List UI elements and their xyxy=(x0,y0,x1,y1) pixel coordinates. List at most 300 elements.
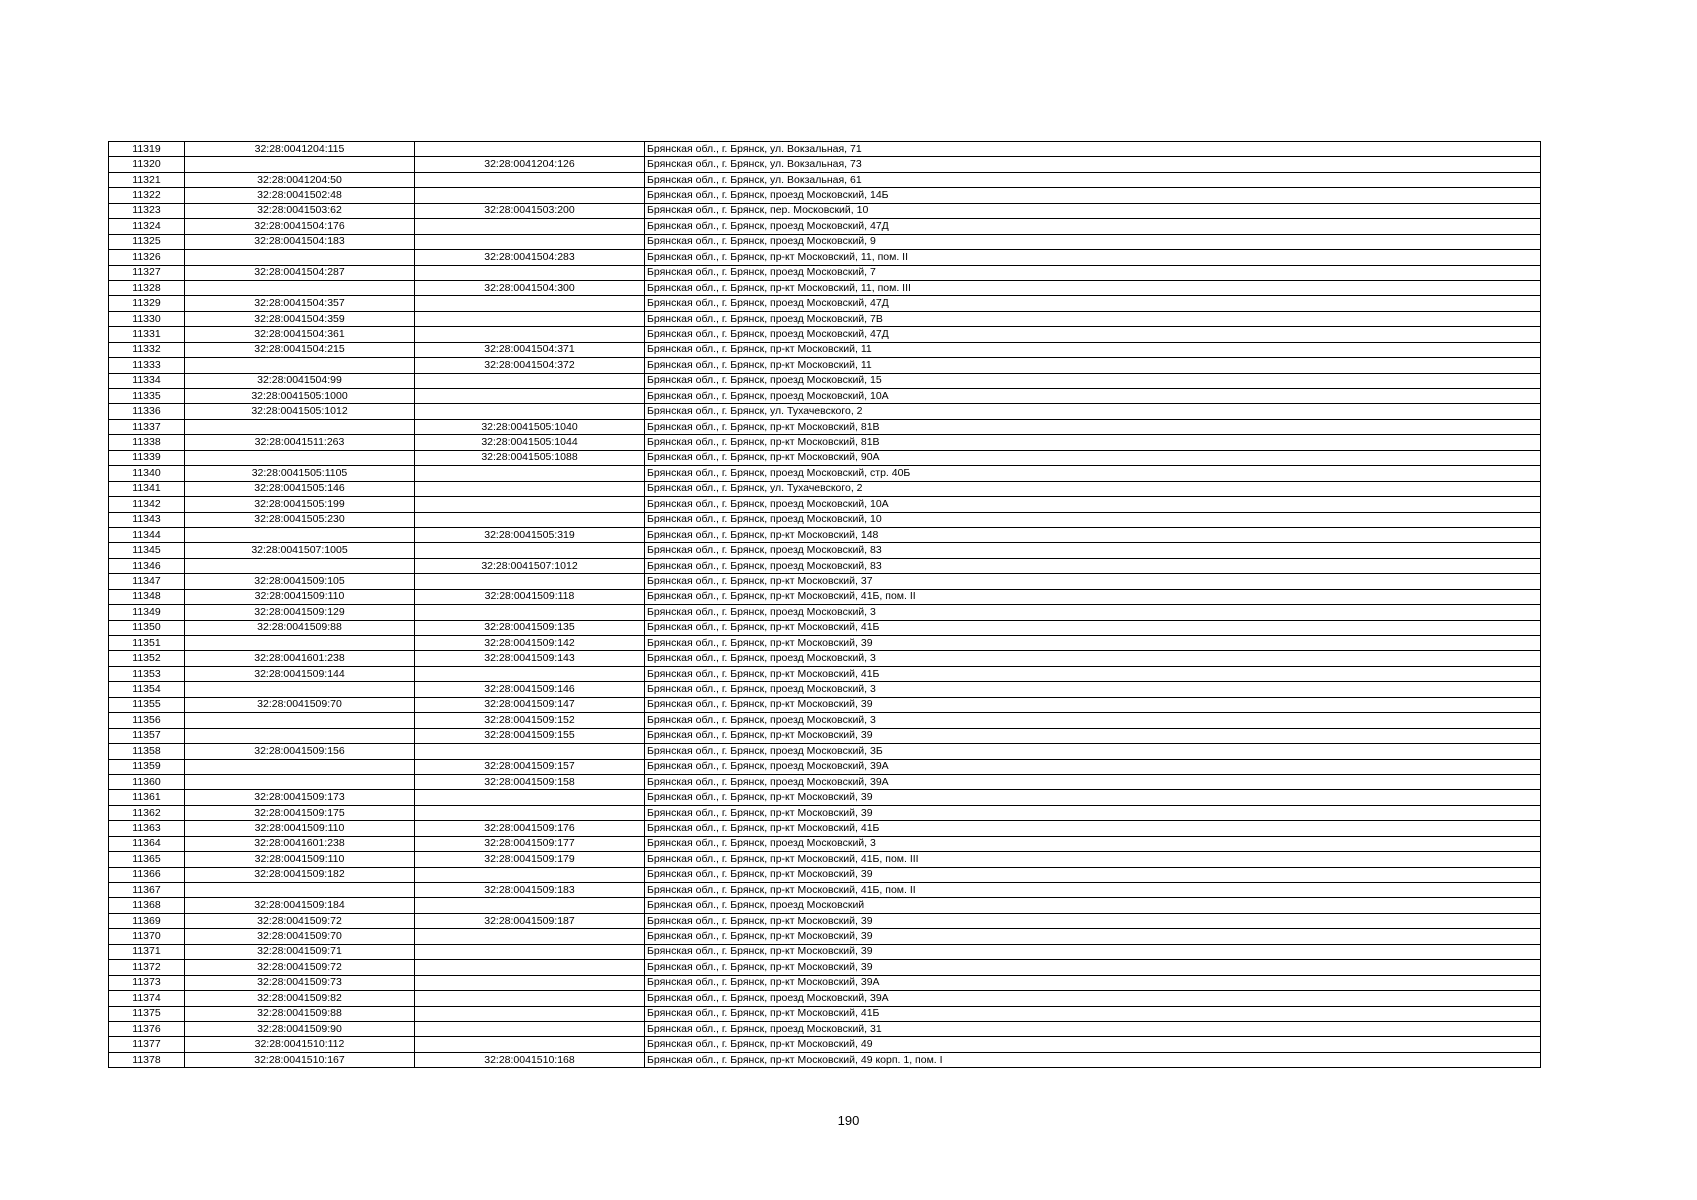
table-row xyxy=(109,373,1541,388)
building-cadastral-number-cell xyxy=(415,867,645,882)
row-number-cell: 11346 xyxy=(109,558,185,573)
building-cadastral-number-cell: 32:28:0041509:183 xyxy=(415,883,645,898)
register-table xyxy=(108,141,1541,1068)
land-cadastral-number-cell: 32:28:0041509:184 xyxy=(185,898,415,913)
table-row xyxy=(109,836,1541,851)
land-cadastral-number-cell: 32:28:0041509:88 xyxy=(185,1006,415,1021)
address-cell: Брянская обл., г. Брянск, пр-кт Московский, 41Б xyxy=(645,620,1541,635)
table-row xyxy=(109,666,1541,681)
land-cadastral-number-cell xyxy=(185,728,415,743)
table-row xyxy=(109,852,1541,867)
land-cadastral-number-cell: 32:28:0041509:105 xyxy=(185,574,415,589)
land-cadastral-number-cell: 32:28:0041503:62 xyxy=(185,203,415,218)
address-cell: Брянская обл., г. Брянск, пр-кт Московский, 49 xyxy=(645,1037,1541,1052)
building-cadastral-number-cell: 32:28:0041509:147 xyxy=(415,697,645,712)
land-cadastral-number-cell: 32:28:0041504:361 xyxy=(185,327,415,342)
row-number-cell: 11354 xyxy=(109,682,185,697)
building-cadastral-number-cell: 32:28:0041504:283 xyxy=(415,250,645,265)
building-cadastral-number-cell xyxy=(415,944,645,959)
table-row xyxy=(109,960,1541,975)
address-cell: Брянская обл., г. Брянск, проезд Московский, 3Б xyxy=(645,744,1541,759)
building-cadastral-number-cell: 32:28:0041509:152 xyxy=(415,713,645,728)
land-cadastral-number-cell: 32:28:0041510:112 xyxy=(185,1037,415,1052)
land-cadastral-number-cell: 32:28:0041509:156 xyxy=(185,744,415,759)
row-number-cell: 11325 xyxy=(109,234,185,249)
building-cadastral-number-cell: 32:28:0041503:200 xyxy=(415,203,645,218)
land-cadastral-number-cell: 32:28:0041509:72 xyxy=(185,960,415,975)
address-cell: Брянская обл., г. Брянск, пр-кт Московский, 11 xyxy=(645,342,1541,357)
address-cell: Брянская обл., г. Брянск, пр-кт Московский, 41Б xyxy=(645,821,1541,836)
address-cell: Брянская обл., г. Брянск, проезд Московский, 10 xyxy=(645,512,1541,527)
land-cadastral-number-cell: 32:28:0041509:110 xyxy=(185,821,415,836)
address-cell: Брянская обл., г. Брянск, пр-кт Московский, 90А xyxy=(645,450,1541,465)
row-number-cell: 11350 xyxy=(109,620,185,635)
row-number-cell: 11367 xyxy=(109,883,185,898)
row-number-cell: 11340 xyxy=(109,466,185,481)
table-row xyxy=(109,1052,1541,1067)
land-cadastral-number-cell xyxy=(185,883,415,898)
table-row xyxy=(109,188,1541,203)
table-row xyxy=(109,265,1541,280)
land-cadastral-number-cell xyxy=(185,358,415,373)
land-cadastral-number-cell xyxy=(185,558,415,573)
table-row xyxy=(109,512,1541,527)
land-cadastral-number-cell: 32:28:0041509:82 xyxy=(185,991,415,1006)
land-cadastral-number-cell: 32:28:0041509:175 xyxy=(185,805,415,820)
table-row xyxy=(109,929,1541,944)
row-number-cell: 11355 xyxy=(109,697,185,712)
land-cadastral-number-cell: 32:28:0041510:167 xyxy=(185,1052,415,1067)
land-cadastral-number-cell: 32:28:0041505:146 xyxy=(185,481,415,496)
land-cadastral-number-cell: 32:28:0041504:359 xyxy=(185,311,415,326)
land-cadastral-number-cell xyxy=(185,450,415,465)
address-cell: Брянская обл., г. Брянск, проезд Московский, 10А xyxy=(645,497,1541,512)
land-cadastral-number-cell xyxy=(185,636,415,651)
table-row xyxy=(109,497,1541,512)
land-cadastral-number-cell: 32:28:0041509:72 xyxy=(185,913,415,928)
building-cadastral-number-cell xyxy=(415,898,645,913)
table-row xyxy=(109,883,1541,898)
row-number-cell: 11342 xyxy=(109,497,185,512)
row-number-cell: 11324 xyxy=(109,219,185,234)
table-row xyxy=(109,311,1541,326)
address-cell: Брянская обл., г. Брянск, проезд Московский, 7 xyxy=(645,265,1541,280)
address-cell: Брянская обл., г. Брянск, пер. Московский, 10 xyxy=(645,203,1541,218)
table-row xyxy=(109,327,1541,342)
row-number-cell: 11371 xyxy=(109,944,185,959)
address-cell: Брянская обл., г. Брянск, проезд Московский, 3 xyxy=(645,836,1541,851)
building-cadastral-number-cell: 32:28:0041505:1040 xyxy=(415,419,645,434)
table-row xyxy=(109,558,1541,573)
address-cell: Брянская обл., г. Брянск, пр-кт Московский, 148 xyxy=(645,527,1541,542)
table-row xyxy=(109,435,1541,450)
address-cell: Брянская обл., г. Брянск, проезд Московский, 3 xyxy=(645,713,1541,728)
row-number-cell: 11321 xyxy=(109,172,185,187)
land-cadastral-number-cell: 32:28:0041505:230 xyxy=(185,512,415,527)
building-cadastral-number-cell xyxy=(415,666,645,681)
land-cadastral-number-cell: 32:28:0041509:88 xyxy=(185,620,415,635)
land-cadastral-number-cell: 32:28:0041504:215 xyxy=(185,342,415,357)
building-cadastral-number-cell xyxy=(415,1037,645,1052)
building-cadastral-number-cell: 32:28:0041509:158 xyxy=(415,774,645,789)
row-number-cell: 11357 xyxy=(109,728,185,743)
row-number-cell: 11366 xyxy=(109,867,185,882)
address-cell: Брянская обл., г. Брянск, пр-кт Московский, 39А xyxy=(645,975,1541,990)
address-cell: Брянская обл., г. Брянск, пр-кт Московский, 39 xyxy=(645,636,1541,651)
land-cadastral-number-cell: 32:28:0041505:1000 xyxy=(185,389,415,404)
building-cadastral-number-cell: 32:28:0041509:143 xyxy=(415,651,645,666)
table-row xyxy=(109,651,1541,666)
building-cadastral-number-cell: 32:28:0041507:1012 xyxy=(415,558,645,573)
land-cadastral-number-cell: 32:28:0041601:238 xyxy=(185,836,415,851)
land-cadastral-number-cell: 32:28:0041509:173 xyxy=(185,790,415,805)
land-cadastral-number-cell: 32:28:0041509:90 xyxy=(185,1021,415,1036)
building-cadastral-number-cell xyxy=(415,234,645,249)
address-cell: Брянская обл., г. Брянск, проезд Московский, 31 xyxy=(645,1021,1541,1036)
building-cadastral-number-cell xyxy=(415,960,645,975)
land-cadastral-number-cell: 32:28:0041505:1105 xyxy=(185,466,415,481)
table-row xyxy=(109,744,1541,759)
row-number-cell: 11372 xyxy=(109,960,185,975)
row-number-cell: 11375 xyxy=(109,1006,185,1021)
table-row xyxy=(109,234,1541,249)
address-cell: Брянская обл., г. Брянск, проезд Московский, 3 xyxy=(645,651,1541,666)
address-cell: Брянская обл., г. Брянск, пр-кт Московский, 39 xyxy=(645,805,1541,820)
building-cadastral-number-cell xyxy=(415,744,645,759)
table-row xyxy=(109,419,1541,434)
table-row xyxy=(109,172,1541,187)
address-cell: Брянская обл., г. Брянск, проезд Московский, 47Д xyxy=(645,327,1541,342)
table-row xyxy=(109,543,1541,558)
table-row xyxy=(109,574,1541,589)
row-number-cell: 11353 xyxy=(109,666,185,681)
table-row xyxy=(109,605,1541,620)
address-cell: Брянская обл., г. Брянск, ул. Тухачевского, 2 xyxy=(645,404,1541,419)
building-cadastral-number-cell: 32:28:0041509:142 xyxy=(415,636,645,651)
land-cadastral-number-cell: 32:28:0041509:182 xyxy=(185,867,415,882)
land-cadastral-number-cell: 32:28:0041504:287 xyxy=(185,265,415,280)
address-cell: Брянская обл., г. Брянск, пр-кт Московский, 49 корп. 1, пом. I xyxy=(645,1052,1541,1067)
building-cadastral-number-cell xyxy=(415,265,645,280)
address-cell: Брянская обл., г. Брянск, проезд Московский, 83 xyxy=(645,543,1541,558)
land-cadastral-number-cell: 32:28:0041509:73 xyxy=(185,975,415,990)
address-cell: Брянская обл., г. Брянск, пр-кт Московский, 39 xyxy=(645,913,1541,928)
address-cell: Брянская обл., г. Брянск, проезд Московский, 83 xyxy=(645,558,1541,573)
row-number-cell: 11320 xyxy=(109,157,185,172)
address-cell: Брянская обл., г. Брянск, пр-кт Московский, 37 xyxy=(645,574,1541,589)
land-cadastral-number-cell: 32:28:0041509:110 xyxy=(185,589,415,604)
row-number-cell: 11370 xyxy=(109,929,185,944)
row-number-cell: 11356 xyxy=(109,713,185,728)
building-cadastral-number-cell: 32:28:0041504:372 xyxy=(415,358,645,373)
address-cell: Брянская обл., г. Брянск, проезд Московский, 3 xyxy=(645,682,1541,697)
building-cadastral-number-cell xyxy=(415,327,645,342)
table-row xyxy=(109,157,1541,172)
address-cell: Брянская обл., г. Брянск, пр-кт Московский, 39 xyxy=(645,697,1541,712)
address-cell: Брянская обл., г. Брянск, ул. Вокзальная, 71 xyxy=(645,142,1541,157)
row-number-cell: 11322 xyxy=(109,188,185,203)
address-cell: Брянская обл., г. Брянск, проезд Московский, 15 xyxy=(645,373,1541,388)
land-cadastral-number-cell xyxy=(185,713,415,728)
table-row xyxy=(109,636,1541,651)
address-cell: Брянская обл., г. Брянск, проезд Московский, 10А xyxy=(645,389,1541,404)
building-cadastral-number-cell xyxy=(415,188,645,203)
row-number-cell: 11326 xyxy=(109,250,185,265)
row-number-cell: 11328 xyxy=(109,280,185,295)
table-row xyxy=(109,790,1541,805)
building-cadastral-number-cell xyxy=(415,1021,645,1036)
table-row xyxy=(109,250,1541,265)
table-row xyxy=(109,527,1541,542)
building-cadastral-number-cell: 32:28:0041509:155 xyxy=(415,728,645,743)
row-number-cell: 11364 xyxy=(109,836,185,851)
row-number-cell: 11351 xyxy=(109,636,185,651)
table-row xyxy=(109,1006,1541,1021)
table-row xyxy=(109,1037,1541,1052)
row-number-cell: 11377 xyxy=(109,1037,185,1052)
land-cadastral-number-cell: 32:28:0041509:71 xyxy=(185,944,415,959)
land-cadastral-number-cell: 32:28:0041601:238 xyxy=(185,651,415,666)
land-cadastral-number-cell: 32:28:0041511:263 xyxy=(185,435,415,450)
address-cell: Брянская обл., г. Брянск, проезд Московский, 9 xyxy=(645,234,1541,249)
address-cell: Брянская обл., г. Брянск, проезд Московский, стр. 40Б xyxy=(645,466,1541,481)
land-cadastral-number-cell xyxy=(185,157,415,172)
table-row xyxy=(109,358,1541,373)
row-number-cell: 11343 xyxy=(109,512,185,527)
row-number-cell: 11329 xyxy=(109,296,185,311)
row-number-cell: 11323 xyxy=(109,203,185,218)
building-cadastral-number-cell: 32:28:0041509:157 xyxy=(415,759,645,774)
building-cadastral-number-cell xyxy=(415,389,645,404)
table-row xyxy=(109,466,1541,481)
building-cadastral-number-cell: 32:28:0041204:126 xyxy=(415,157,645,172)
row-number-cell: 11332 xyxy=(109,342,185,357)
building-cadastral-number-cell xyxy=(415,373,645,388)
land-cadastral-number-cell: 32:28:0041504:183 xyxy=(185,234,415,249)
row-number-cell: 11338 xyxy=(109,435,185,450)
building-cadastral-number-cell: 32:28:0041509:146 xyxy=(415,682,645,697)
land-cadastral-number-cell: 32:28:0041505:199 xyxy=(185,497,415,512)
building-cadastral-number-cell xyxy=(415,142,645,157)
land-cadastral-number-cell xyxy=(185,682,415,697)
table-row xyxy=(109,389,1541,404)
address-cell: Брянская обл., г. Брянск, проезд Московский, 47Д xyxy=(645,296,1541,311)
building-cadastral-number-cell: 32:28:0041509:179 xyxy=(415,852,645,867)
row-number-cell: 11363 xyxy=(109,821,185,836)
building-cadastral-number-cell xyxy=(415,805,645,820)
address-cell: Брянская обл., г. Брянск, проезд Московский, 39А xyxy=(645,991,1541,1006)
building-cadastral-number-cell: 32:28:0041505:319 xyxy=(415,527,645,542)
row-number-cell: 11337 xyxy=(109,419,185,434)
land-cadastral-number-cell xyxy=(185,419,415,434)
address-cell: Брянская обл., г. Брянск, пр-кт Московский, 11, пом. III xyxy=(645,280,1541,295)
table-row xyxy=(109,481,1541,496)
table-row xyxy=(109,728,1541,743)
building-cadastral-number-cell: 32:28:0041504:300 xyxy=(415,280,645,295)
table-row xyxy=(109,821,1541,836)
land-cadastral-number-cell: 32:28:0041509:70 xyxy=(185,929,415,944)
address-cell: Брянская обл., г. Брянск, проезд Московский, 39А xyxy=(645,759,1541,774)
address-cell: Брянская обл., г. Брянск, ул. Вокзальная, 61 xyxy=(645,172,1541,187)
row-number-cell: 11368 xyxy=(109,898,185,913)
building-cadastral-number-cell: 32:28:0041509:187 xyxy=(415,913,645,928)
table-row xyxy=(109,280,1541,295)
table-row xyxy=(109,944,1541,959)
land-cadastral-number-cell xyxy=(185,250,415,265)
table-row xyxy=(109,219,1541,234)
address-cell: Брянская обл., г. Брянск, пр-кт Московский, 41Б xyxy=(645,1006,1541,1021)
row-number-cell: 11365 xyxy=(109,852,185,867)
row-number-cell: 11349 xyxy=(109,605,185,620)
row-number-cell: 11334 xyxy=(109,373,185,388)
building-cadastral-number-cell: 32:28:0041505:1044 xyxy=(415,435,645,450)
table-row xyxy=(109,620,1541,635)
table-row xyxy=(109,450,1541,465)
row-number-cell: 11359 xyxy=(109,759,185,774)
address-cell: Брянская обл., г. Брянск, пр-кт Московский, 41Б xyxy=(645,666,1541,681)
address-cell: Брянская обл., г. Брянск, пр-кт Московский, 81В xyxy=(645,419,1541,434)
building-cadastral-number-cell xyxy=(415,481,645,496)
table-row xyxy=(109,867,1541,882)
land-cadastral-number-cell xyxy=(185,280,415,295)
land-cadastral-number-cell: 32:28:0041504:99 xyxy=(185,373,415,388)
address-cell: Брянская обл., г. Брянск, пр-кт Московский, 11 xyxy=(645,358,1541,373)
row-number-cell: 11361 xyxy=(109,790,185,805)
address-cell: Брянская обл., г. Брянск, проезд Московский, 47Д xyxy=(645,219,1541,234)
row-number-cell: 11336 xyxy=(109,404,185,419)
address-cell: Брянская обл., г. Брянск, проезд Московский, 39А xyxy=(645,774,1541,789)
building-cadastral-number-cell xyxy=(415,574,645,589)
table-row xyxy=(109,682,1541,697)
address-cell: Брянская обл., г. Брянск, проезд Московский, 14Б xyxy=(645,188,1541,203)
land-cadastral-number-cell: 32:28:0041504:357 xyxy=(185,296,415,311)
land-cadastral-number-cell: 32:28:0041509:70 xyxy=(185,697,415,712)
building-cadastral-number-cell xyxy=(415,543,645,558)
row-number-cell: 11373 xyxy=(109,975,185,990)
table-row xyxy=(109,759,1541,774)
row-number-cell: 11339 xyxy=(109,450,185,465)
address-cell: Брянская обл., г. Брянск, пр-кт Московский, 39 xyxy=(645,960,1541,975)
land-cadastral-number-cell: 32:28:0041504:176 xyxy=(185,219,415,234)
building-cadastral-number-cell xyxy=(415,991,645,1006)
row-number-cell: 11352 xyxy=(109,651,185,666)
address-cell: Брянская обл., г. Брянск, ул. Вокзальная, 73 xyxy=(645,157,1541,172)
building-cadastral-number-cell xyxy=(415,512,645,527)
register-table-body xyxy=(109,142,1541,1068)
table-row xyxy=(109,342,1541,357)
table-row xyxy=(109,404,1541,419)
building-cadastral-number-cell: 32:28:0041504:371 xyxy=(415,342,645,357)
table-row xyxy=(109,1021,1541,1036)
table-row xyxy=(109,913,1541,928)
row-number-cell: 11335 xyxy=(109,389,185,404)
address-cell: Брянская обл., г. Брянск, пр-кт Московский, 39 xyxy=(645,728,1541,743)
row-number-cell: 11327 xyxy=(109,265,185,280)
building-cadastral-number-cell: 32:28:0041509:118 xyxy=(415,589,645,604)
building-cadastral-number-cell: 32:28:0041505:1088 xyxy=(415,450,645,465)
building-cadastral-number-cell xyxy=(415,311,645,326)
land-cadastral-number-cell: 32:28:0041509:129 xyxy=(185,605,415,620)
row-number-cell: 11333 xyxy=(109,358,185,373)
address-cell: Брянская обл., г. Брянск, пр-кт Московский, 39 xyxy=(645,790,1541,805)
building-cadastral-number-cell xyxy=(415,404,645,419)
building-cadastral-number-cell xyxy=(415,790,645,805)
address-cell: Брянская обл., г. Брянск, ул. Тухачевского, 2 xyxy=(645,481,1541,496)
address-cell: Брянская обл., г. Брянск, пр-кт Московский, 39 xyxy=(645,944,1541,959)
table-row xyxy=(109,589,1541,604)
table-row xyxy=(109,805,1541,820)
building-cadastral-number-cell xyxy=(415,466,645,481)
address-cell: Брянская обл., г. Брянск, пр-кт Московский, 39 xyxy=(645,929,1541,944)
row-number-cell: 11362 xyxy=(109,805,185,820)
building-cadastral-number-cell xyxy=(415,219,645,234)
address-cell: Брянская обл., г. Брянск, пр-кт Московский, 39 xyxy=(645,867,1541,882)
address-cell: Брянская обл., г. Брянск, пр-кт Московский, 11, пом. II xyxy=(645,250,1541,265)
land-cadastral-number-cell xyxy=(185,527,415,542)
table-row xyxy=(109,774,1541,789)
building-cadastral-number-cell: 32:28:0041509:176 xyxy=(415,821,645,836)
building-cadastral-number-cell: 32:28:0041510:168 xyxy=(415,1052,645,1067)
row-number-cell: 11345 xyxy=(109,543,185,558)
building-cadastral-number-cell xyxy=(415,296,645,311)
table-row xyxy=(109,142,1541,157)
table-row xyxy=(109,203,1541,218)
address-cell: Брянская обл., г. Брянск, пр-кт Московский, 41Б, пом. II xyxy=(645,883,1541,898)
address-cell: Брянская обл., г. Брянск, проезд Московский, 7В xyxy=(645,311,1541,326)
row-number-cell: 11341 xyxy=(109,481,185,496)
table-row xyxy=(109,975,1541,990)
table-row xyxy=(109,296,1541,311)
row-number-cell: 11331 xyxy=(109,327,185,342)
row-number-cell: 11374 xyxy=(109,991,185,1006)
building-cadastral-number-cell: 32:28:0041509:135 xyxy=(415,620,645,635)
table-row xyxy=(109,713,1541,728)
address-cell: Брянская обл., г. Брянск, пр-кт Московский, 81В xyxy=(645,435,1541,450)
land-cadastral-number-cell xyxy=(185,759,415,774)
building-cadastral-number-cell xyxy=(415,975,645,990)
building-cadastral-number-cell xyxy=(415,929,645,944)
table-row xyxy=(109,898,1541,913)
land-cadastral-number-cell: 32:28:0041507:1005 xyxy=(185,543,415,558)
land-cadastral-number-cell: 32:28:0041204:115 xyxy=(185,142,415,157)
row-number-cell: 11319 xyxy=(109,142,185,157)
land-cadastral-number-cell: 32:28:0041502:48 xyxy=(185,188,415,203)
table-row xyxy=(109,697,1541,712)
row-number-cell: 11376 xyxy=(109,1021,185,1036)
land-cadastral-number-cell: 32:28:0041509:110 xyxy=(185,852,415,867)
building-cadastral-number-cell xyxy=(415,172,645,187)
land-cadastral-number-cell: 32:28:0041505:1012 xyxy=(185,404,415,419)
row-number-cell: 11378 xyxy=(109,1052,185,1067)
land-cadastral-number-cell: 32:28:0041204:50 xyxy=(185,172,415,187)
row-number-cell: 11348 xyxy=(109,589,185,604)
address-cell: Брянская обл., г. Брянск, пр-кт Московский, 41Б, пом. III xyxy=(645,852,1541,867)
building-cadastral-number-cell xyxy=(415,1006,645,1021)
table-row xyxy=(109,991,1541,1006)
row-number-cell: 11344 xyxy=(109,527,185,542)
row-number-cell: 11369 xyxy=(109,913,185,928)
land-cadastral-number-cell: 32:28:0041509:144 xyxy=(185,666,415,681)
address-cell: Брянская обл., г. Брянск, пр-кт Московский, 41Б, пом. II xyxy=(645,589,1541,604)
address-cell: Брянская обл., г. Брянск, проезд Московский, 3 xyxy=(645,605,1541,620)
row-number-cell: 11330 xyxy=(109,311,185,326)
building-cadastral-number-cell: 32:28:0041509:177 xyxy=(415,836,645,851)
land-cadastral-number-cell xyxy=(185,774,415,789)
building-cadastral-number-cell xyxy=(415,497,645,512)
address-cell: Брянская обл., г. Брянск, проезд Московский xyxy=(645,898,1541,913)
row-number-cell: 11360 xyxy=(109,774,185,789)
row-number-cell: 11358 xyxy=(109,744,185,759)
